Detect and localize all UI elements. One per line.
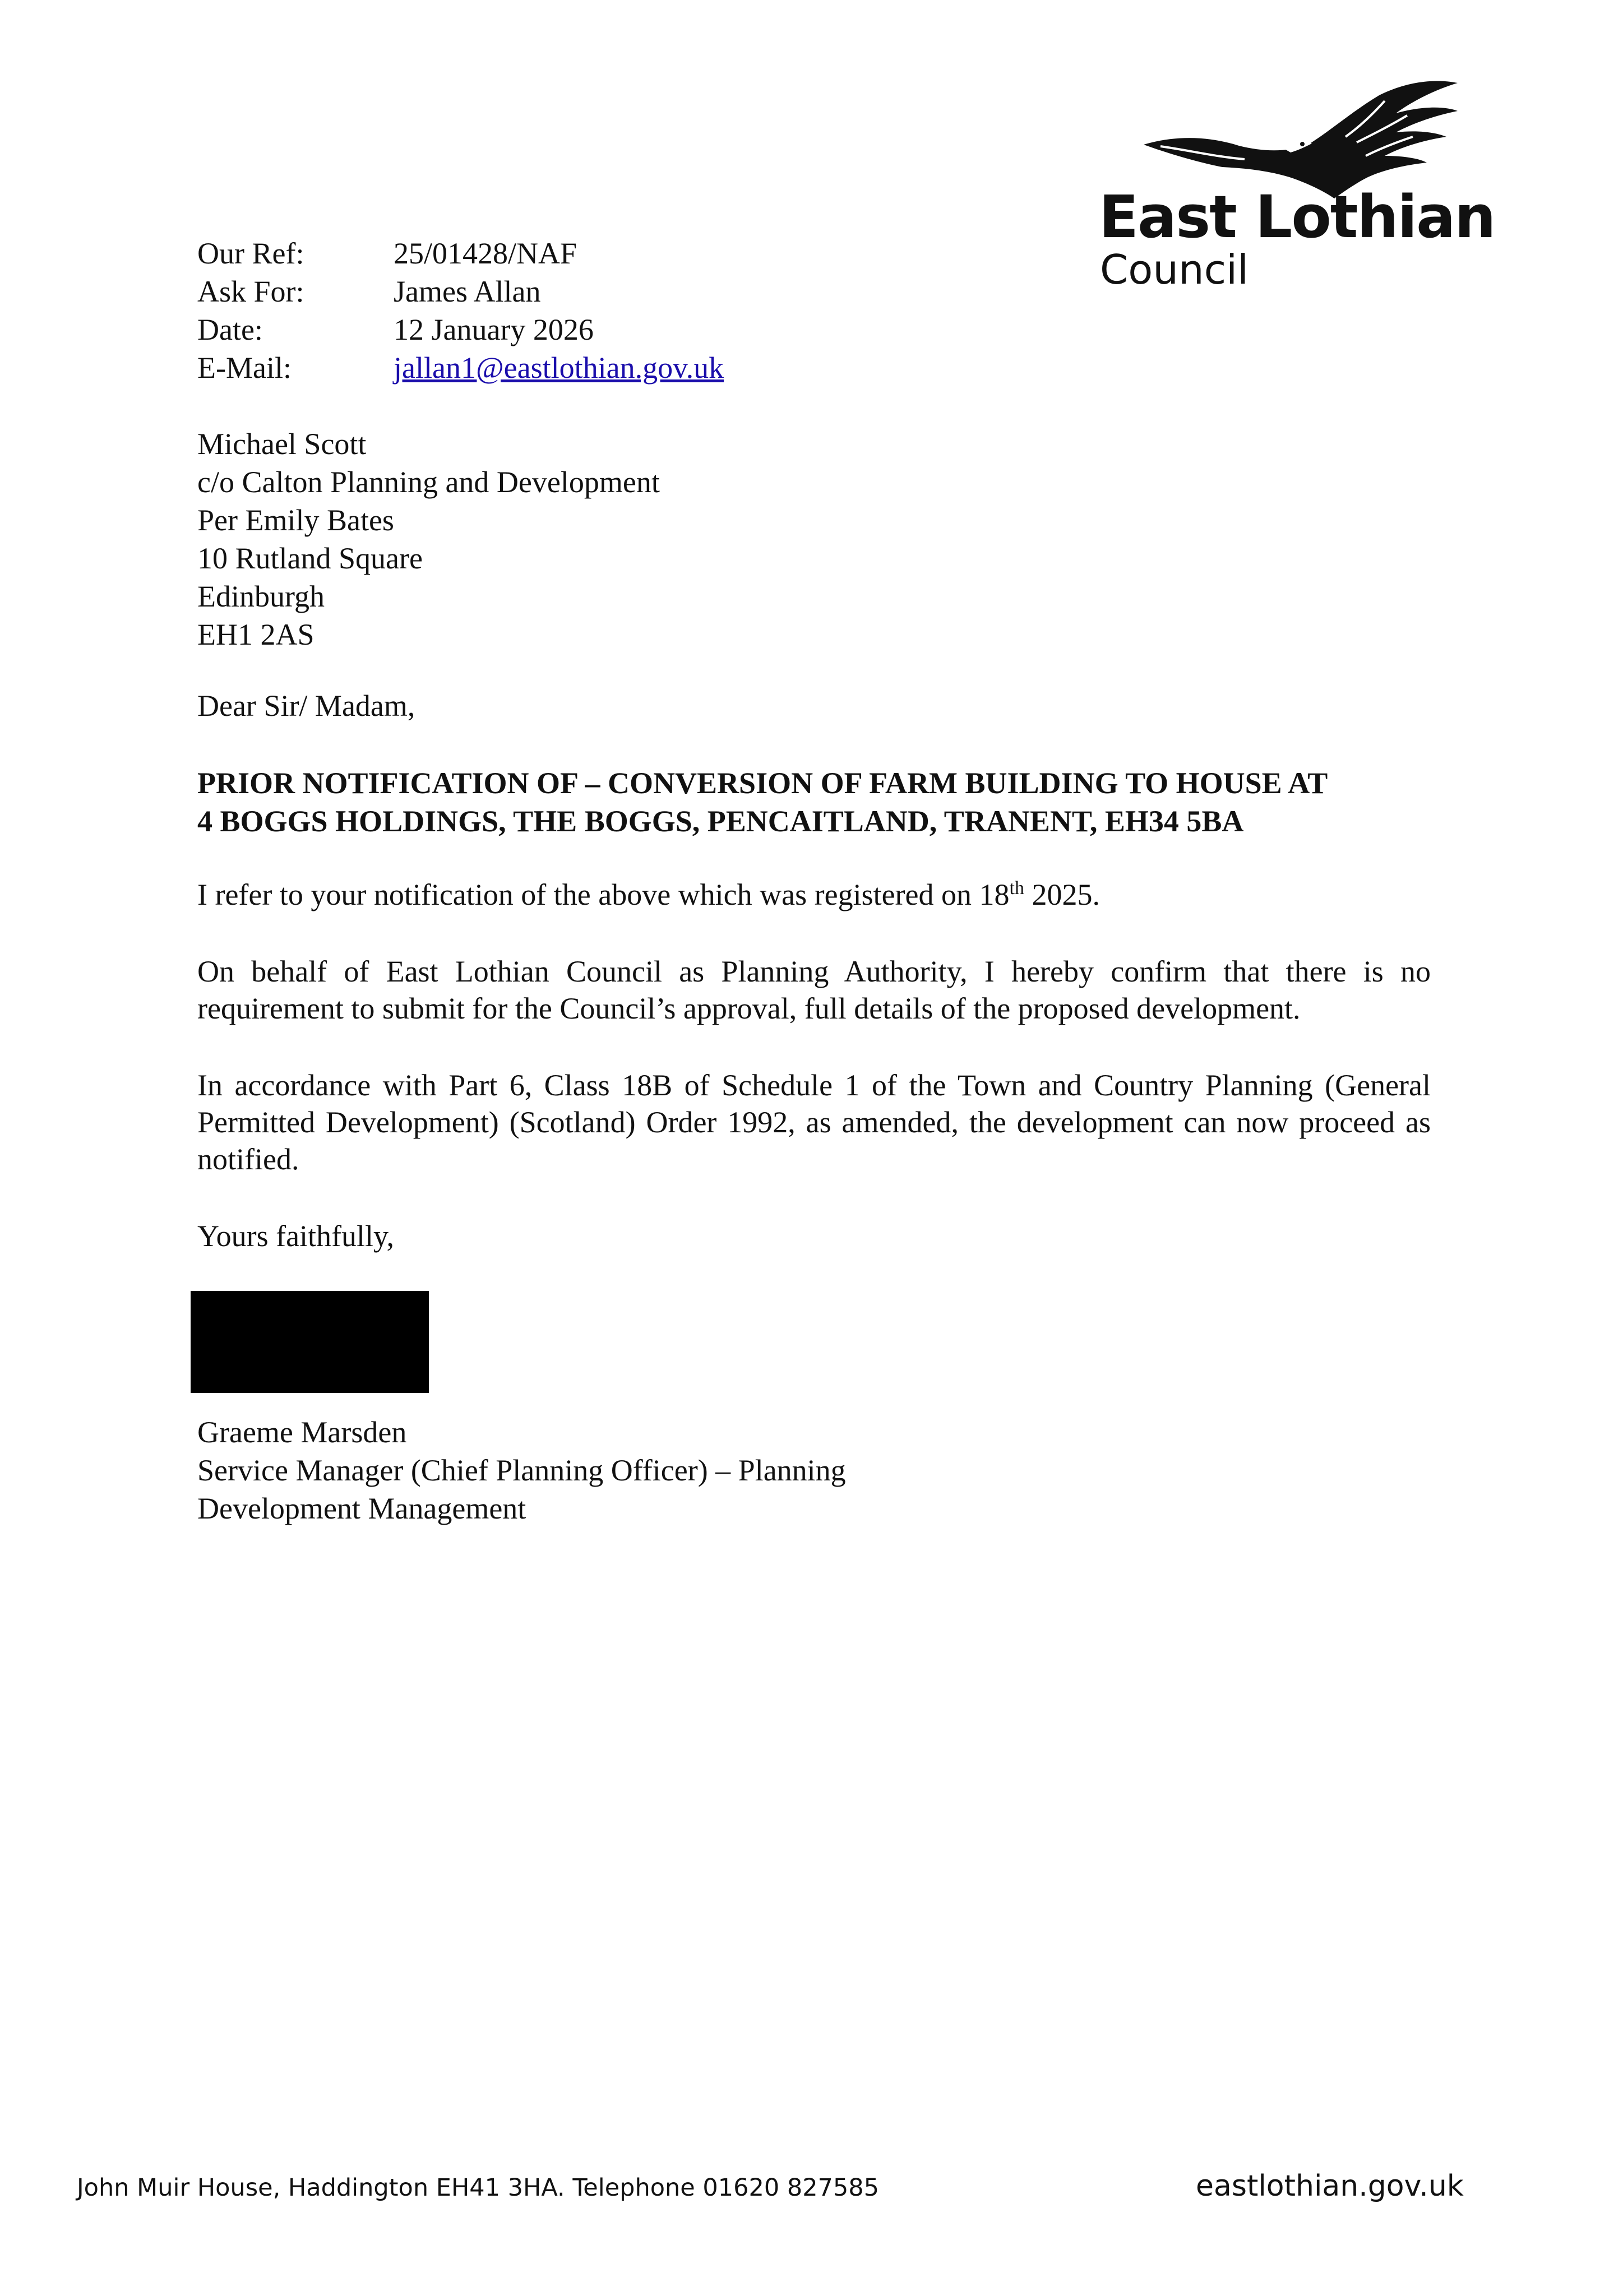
ask-for-value: James Allan bbox=[394, 275, 541, 308]
ordinal-suffix: th bbox=[1009, 878, 1024, 899]
paragraph-legislation: In accordance with Part 6, Class 18B of Schedule 1 of the Town and Country Planning (General Permitted Development) (Scotland) Order 1992, as amended, the development can now proceed as notified. bbox=[197, 1068, 1431, 1176]
signatory-name: Graeme Marsden bbox=[197, 1415, 407, 1449]
logo-subtitle: Council bbox=[1100, 246, 1249, 293]
email-link[interactable]: jallan1@eastlothian.gov.uk bbox=[394, 351, 724, 385]
subject-heading bbox=[197, 764, 1431, 840]
address-line: c/o Calton Planning and Development bbox=[197, 465, 660, 499]
footer-website[interactable]: eastlothian.gov.uk bbox=[1196, 2169, 1464, 2203]
address-line: 10 Rutland Square bbox=[197, 541, 423, 575]
signatory-block bbox=[197, 1413, 846, 1527]
paragraph-text: 2025. bbox=[1024, 878, 1100, 911]
signatory-title: Service Manager (Chief Planning Officer) – Planning bbox=[197, 1453, 846, 1487]
address-line: Michael Scott bbox=[197, 427, 367, 461]
ref-row bbox=[197, 349, 724, 387]
logo-title: East Lothian bbox=[1099, 183, 1495, 251]
signatory-department: Development Management bbox=[197, 1492, 526, 1525]
date-value: 12 January 2026 bbox=[394, 313, 594, 346]
subject-line: 4 BOGGS HOLDINGS, THE BOGGS, PENCAITLAND, TRANENT, EH34 5BA bbox=[197, 804, 1244, 838]
paragraph-confirmation: On behalf of East Lothian Council as Planning Authority, I hereby confirm that there is no requirement to submit for the Council’s approval, full details of the proposed development. bbox=[197, 955, 1431, 1025]
paragraph-text: I refer to your notification of the above which was registered on 18 bbox=[197, 878, 1010, 911]
redacted-signature bbox=[191, 1291, 429, 1393]
reference-block bbox=[197, 234, 724, 387]
address-line: EH1 2AS bbox=[197, 618, 315, 651]
ref-row bbox=[197, 311, 724, 349]
address-line: Per Emily Bates bbox=[197, 503, 394, 537]
closing: Yours faithfully, bbox=[197, 1219, 395, 1253]
ref-label: Our Ref: bbox=[197, 237, 304, 270]
salutation: Dear Sir/ Madam, bbox=[197, 689, 415, 723]
email-label: E-Mail: bbox=[197, 351, 292, 385]
paragraph-registration bbox=[197, 876, 1431, 913]
date-label: Date: bbox=[197, 313, 263, 346]
address-line: Edinburgh bbox=[197, 580, 325, 613]
subject-line: PRIOR NOTIFICATION OF – CONVERSION OF FARM BUILDING TO HOUSE AT bbox=[197, 766, 1328, 800]
ref-row bbox=[197, 272, 724, 311]
footer-address: John Muir House, Haddington EH41 3HA. Telephone 01620 827585 bbox=[77, 2174, 879, 2202]
ref-value: 25/01428/NAF bbox=[394, 237, 577, 270]
ref-row bbox=[197, 234, 724, 272]
ask-for-label: Ask For: bbox=[197, 275, 304, 308]
council-logo bbox=[1099, 73, 1525, 297]
recipient-address bbox=[197, 425, 660, 654]
